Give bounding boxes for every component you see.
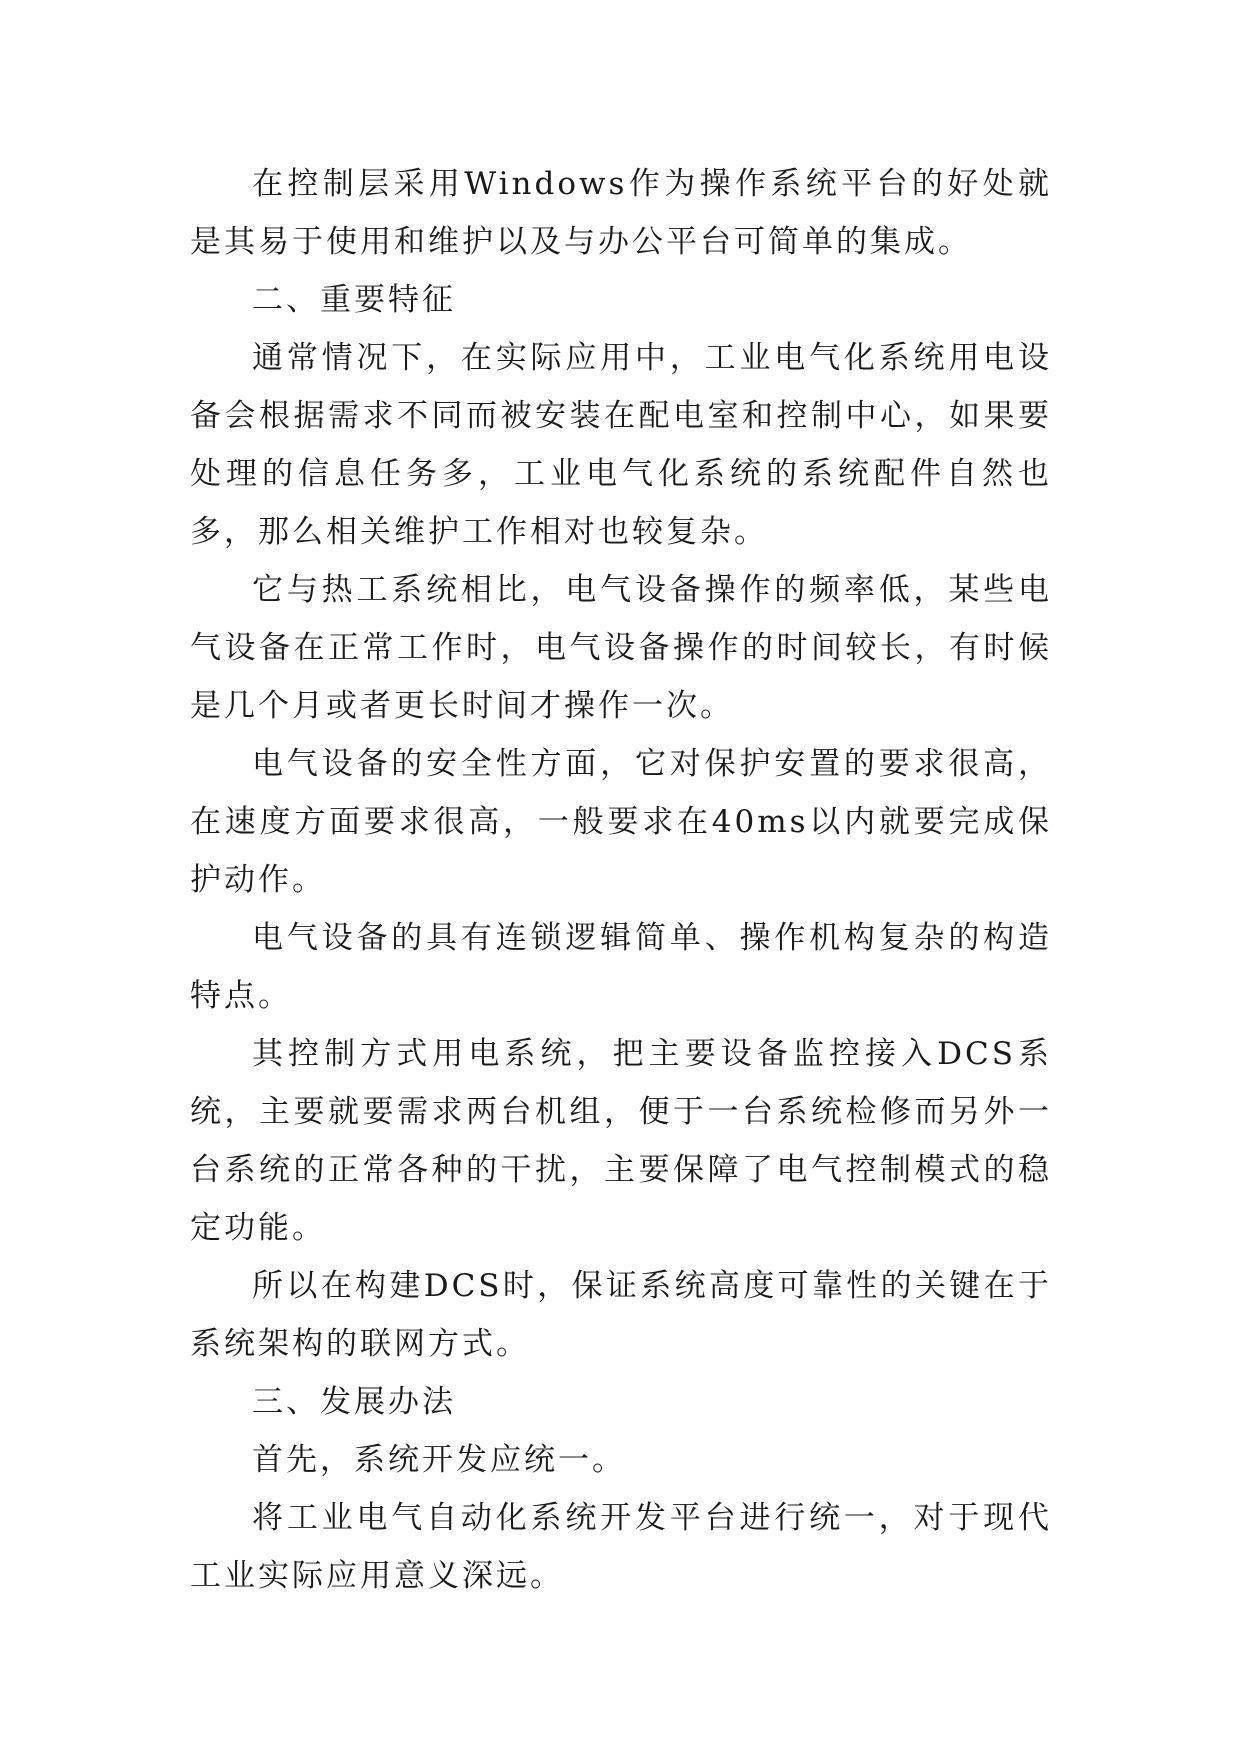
- paragraph-equipment-installation: 通常情况下，在实际应用中，工业电气化系统用电设备会根据需求不同而被安装在配电室和控制中心，如果要处理的信息任务多，工业电气化系统的系统配件自然也多，那么相关维护工作相对也较复杂。: [190, 340, 1052, 550]
- paragraph-safety-speed: 电气设备的安全性方面，它对保护安置的要求很高，在速度方面要求很高，一般要求在40ms以内就要完成保护动作。: [190, 746, 1052, 898]
- paragraph-dcs-control: 其控制方式用电系统，把主要设备监控接入DCS系统，主要就要需求两台机组，便于一台系统检修而另外一台系统的正常各种的干扰，主要保障了电气控制模式的稳定功能。: [190, 1036, 1052, 1246]
- paragraph-unified-platform: 将工业电气自动化系统开发平台进行统一，对于现代工业实际应用意义深远。: [190, 1500, 1052, 1594]
- paragraph-windows-platform: 在控制层采用Windows作为操作系统平台的好处就是其易于使用和维护以及与办公平台可简单的集成。: [190, 166, 1052, 260]
- section-heading-key-features: 二、重要特征: [252, 282, 456, 318]
- paragraph-interlock-logic: 电气设备的具有连锁逻辑简单、操作机构复杂的构造特点。: [190, 920, 1052, 1014]
- paragraph-operation-frequency: 它与热工系统相比，电气设备操作的频率低，某些电气设备在正常工作时，电气设备操作的时间较长，有时候是几个月或者更长时间才操作一次。: [190, 572, 1052, 724]
- document-body: [190, 155, 1052, 1605]
- section-heading-development-methods: 三、发展办法: [252, 1384, 456, 1420]
- paragraph-unified-development: 首先，系统开发应统一。: [252, 1442, 626, 1478]
- paragraph-dcs-reliability: 所以在构建DCS时，保证系统高度可靠性的关键在于系统架构的联网方式。: [190, 1268, 1052, 1362]
